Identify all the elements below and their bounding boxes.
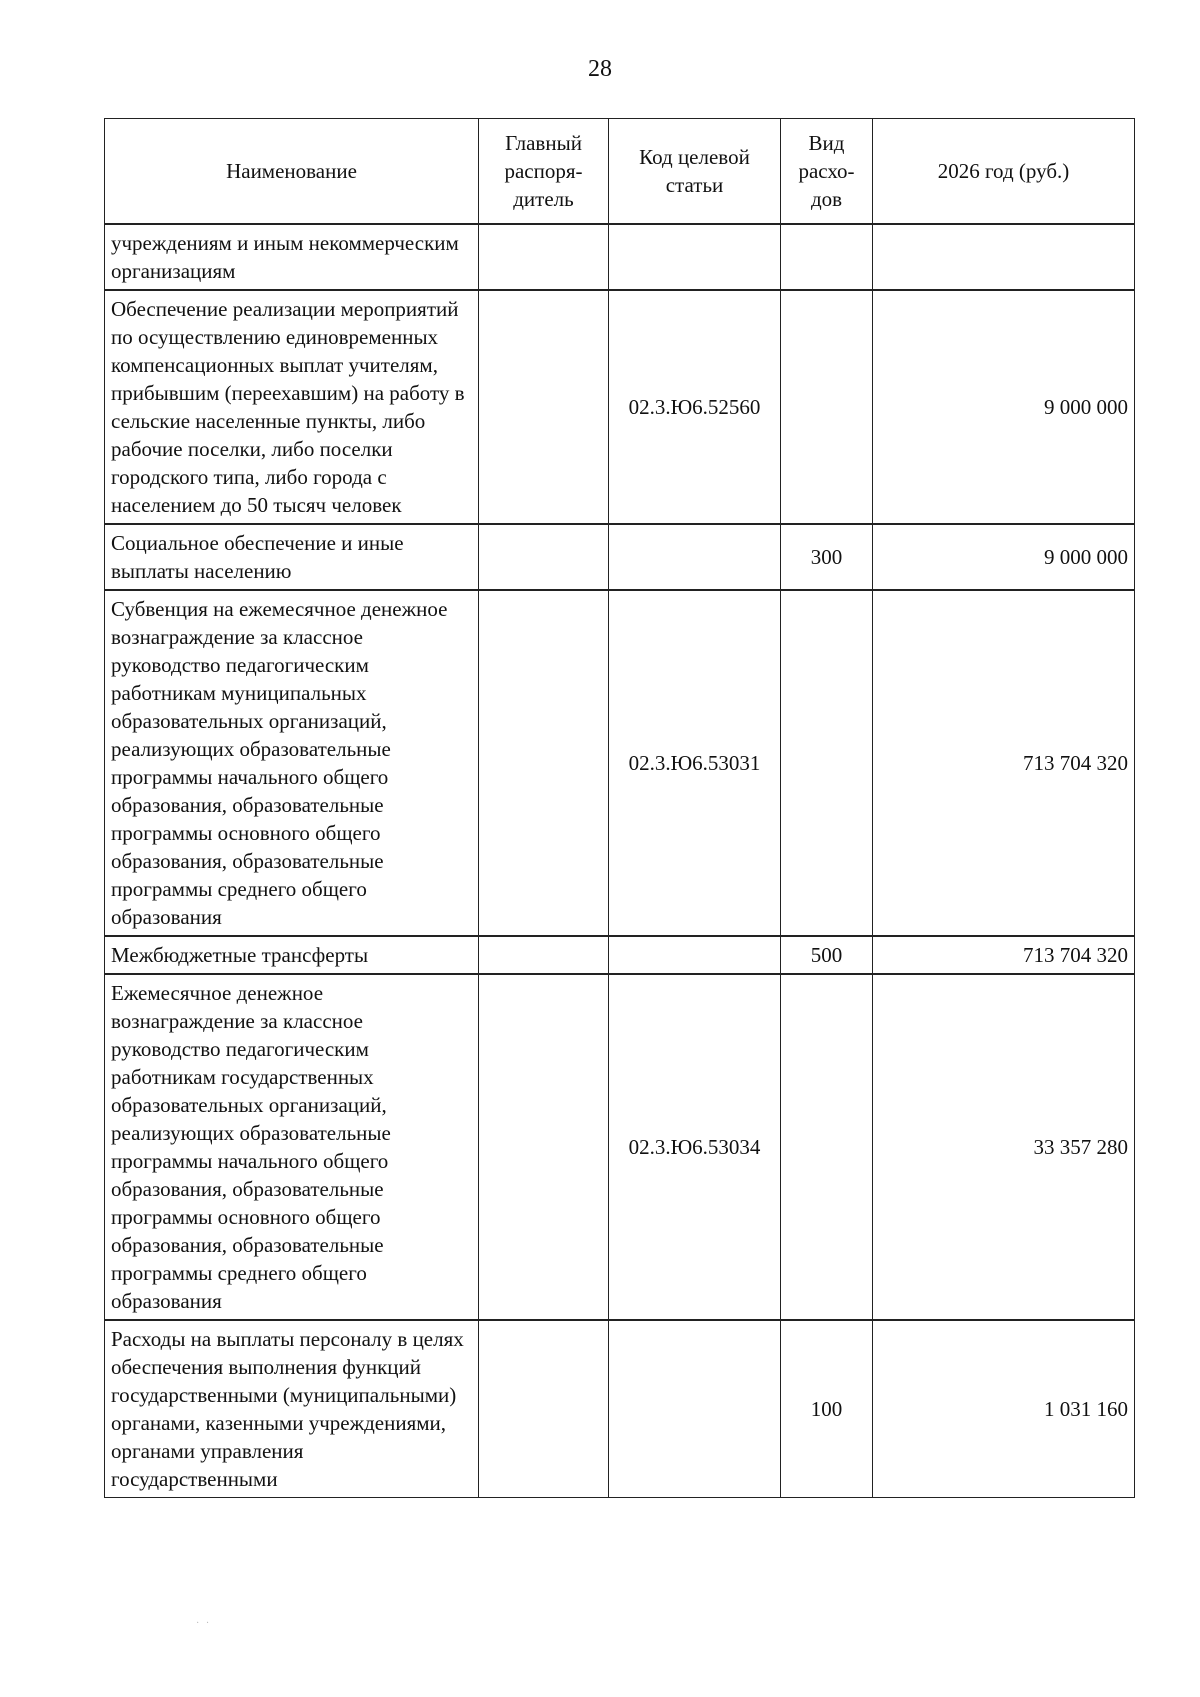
row-code bbox=[609, 524, 781, 590]
table-row bbox=[105, 974, 1135, 1320]
row-type bbox=[781, 290, 873, 524]
row-type: 500 bbox=[781, 936, 873, 974]
row-name: Социальное обеспечение и иные выплаты населению bbox=[105, 524, 479, 590]
row-name: Межбюджетные трансферты bbox=[105, 936, 479, 974]
row-code bbox=[609, 1320, 781, 1498]
row-admin bbox=[479, 290, 609, 524]
row-amount: 9 000 000 bbox=[873, 524, 1135, 590]
row-type bbox=[781, 974, 873, 1320]
row-admin bbox=[479, 936, 609, 974]
row-type bbox=[781, 224, 873, 290]
scan-artifact: · · bbox=[196, 1618, 212, 1629]
row-amount: 1 031 160 bbox=[873, 1320, 1135, 1498]
row-amount: 713 704 320 bbox=[873, 936, 1135, 974]
row-name: Ежемесячное денежное вознаграждение за классное руководство педагогическим работникам государственных образовательных организаций, реализующих образовательные программы начального общего образования, образовательные программы основного общего образования, образовательные программы среднего общего образования bbox=[105, 974, 479, 1320]
page-number: 28 bbox=[588, 56, 612, 82]
row-admin bbox=[479, 590, 609, 936]
row-type bbox=[781, 590, 873, 936]
row-amount: 713 704 320 bbox=[873, 590, 1135, 936]
row-code: 02.3.Ю6.53031 bbox=[609, 590, 781, 936]
table-row bbox=[105, 590, 1135, 936]
header-row bbox=[105, 119, 1135, 225]
row-name: Субвенция на ежемесячное денежное вознаграждение за классное руководство педагогическим работникам муниципальных образовательных организаций, реализующих образовательные программы начального общего образования, образовательные программы основного общего образования, образовательные программы среднего общего образования bbox=[105, 590, 479, 936]
row-code: 02.3.Ю6.53034 bbox=[609, 974, 781, 1320]
row-name: Расходы на выплаты персоналу в целях обеспечения выполнения функций государственными (муниципальными) органами, казенными учреждениями, органами управления государственными bbox=[105, 1320, 479, 1498]
header-code: Код целевой статьи bbox=[609, 119, 781, 225]
header-amount: 2026 год (руб.) bbox=[873, 119, 1135, 225]
row-amount: 33 357 280 bbox=[873, 974, 1135, 1320]
table-row bbox=[105, 224, 1135, 290]
row-name: учреждениям и иным некоммерческим организациям bbox=[105, 224, 479, 290]
table-row bbox=[105, 1320, 1135, 1498]
row-admin bbox=[479, 1320, 609, 1498]
row-code: 02.3.Ю6.52560 bbox=[609, 290, 781, 524]
budget-table bbox=[104, 118, 1135, 1498]
row-name: Обеспечение реализации мероприятий по осуществлению единовременных компенсационных выплат учителям, прибывшим (переехавшим) на работу в сельские населенные пункты, либо рабочие поселки, либо поселки городского типа, либо города с населением до 50 тысяч человек bbox=[105, 290, 479, 524]
row-type: 300 bbox=[781, 524, 873, 590]
row-admin bbox=[479, 974, 609, 1320]
table-body bbox=[105, 224, 1135, 1498]
row-code bbox=[609, 936, 781, 974]
table-row bbox=[105, 936, 1135, 974]
row-amount bbox=[873, 224, 1135, 290]
table-row bbox=[105, 524, 1135, 590]
header-type: Вид расхо-дов bbox=[781, 119, 873, 225]
table-header bbox=[105, 119, 1135, 225]
row-code bbox=[609, 224, 781, 290]
row-admin bbox=[479, 224, 609, 290]
row-admin bbox=[479, 524, 609, 590]
row-amount: 9 000 000 bbox=[873, 290, 1135, 524]
header-admin: Главный распоря-дитель bbox=[479, 119, 609, 225]
row-type: 100 bbox=[781, 1320, 873, 1498]
header-name: Наименование bbox=[105, 119, 479, 225]
table-row bbox=[105, 290, 1135, 524]
